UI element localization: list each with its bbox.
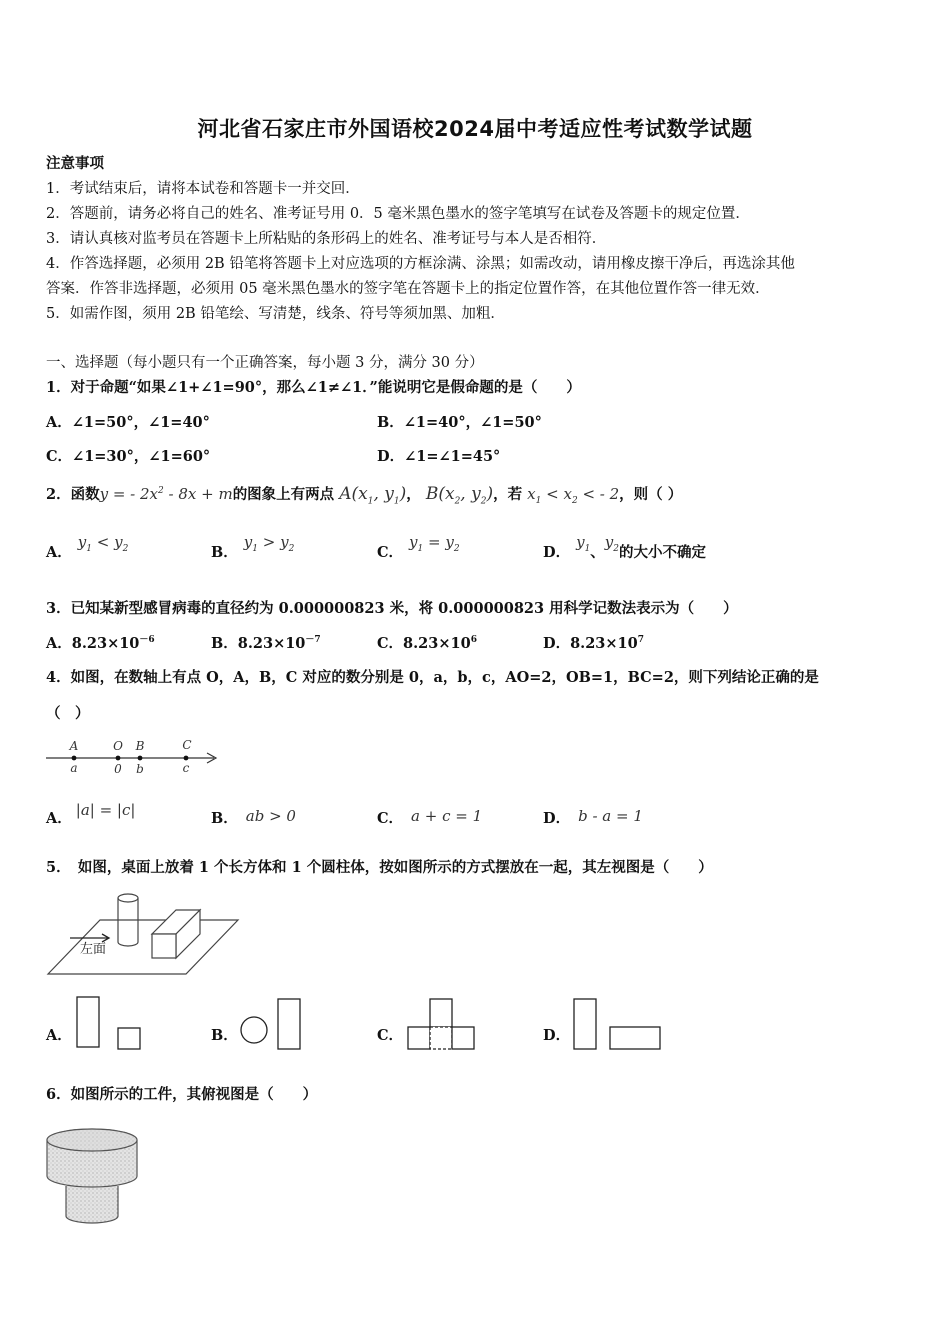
label-upper-b: B <box>135 739 145 753</box>
q5-option-c-figure <box>406 998 478 1052</box>
notice-item-1: 1．考试结束后，请将本试卷和答题卡一并交回． <box>46 181 360 197</box>
q1-option-c: C．∠1=30°，∠1=60° <box>46 448 211 465</box>
desk-figure <box>44 890 240 978</box>
label-lower-b: b <box>136 762 144 776</box>
q2-point-a: $A(x_1$, $y_1$) <box>339 484 407 507</box>
notice-heading: 注意事项 <box>46 155 104 172</box>
label-lower-0: 0 <box>114 762 122 776</box>
q5-option-d-figure <box>572 998 664 1052</box>
q4-option-c: C． a + c = 1 <box>377 807 483 827</box>
q4-paren: （ ） <box>46 705 90 722</box>
q3-option-d: D．$8.23\times 10^7$ <box>543 635 644 652</box>
point-o-dot <box>116 756 121 761</box>
notice-item-4: 4．作答选择题，必须用 2B 铅笔将答题卡上对应选项的方框涂满、涂黑；如需改动，请用橡皮擦干净后，再选涂其他 <box>46 256 795 272</box>
label-upper-o: O <box>113 739 123 753</box>
label-lower-a: a <box>70 761 78 775</box>
point-b-dot <box>138 756 143 761</box>
q2-option-d: D．$y_1$、$y_2$的大小不确定 <box>543 533 707 561</box>
label-upper-c: C <box>182 738 192 752</box>
q2-option-a: A．$y_1 < y_2$ <box>46 533 129 561</box>
q6-stem: 6．如图所示的工件，其俯视图是（ ） <box>46 1086 318 1103</box>
q4-option-d: D． b - a = 1 <box>543 807 643 827</box>
q5-option-b-label: B． <box>211 1027 238 1044</box>
q5-option-d-label: D． <box>543 1027 571 1044</box>
point-a-dot <box>72 756 77 761</box>
notice-item-2: 2．答题前，请务必将自己的姓名、准考证号用 0．5 毫米黑色墨水的签字笔填写在试卷及答题卡的规定位置． <box>46 206 750 222</box>
q2-option-c: C．$y_1 = y_2$ <box>377 533 460 561</box>
q4-option-b: B． ab > 0 <box>211 807 296 827</box>
notice-item-5: 5．如需作图，须用 2B 铅笔绘、写清楚，线条、符号等须加黑、加粗． <box>46 306 505 322</box>
q2-option-b: B．$y_1 > y_2$ <box>211 533 295 561</box>
q3-stem: 3．已知某新型感冒病毒的直径约为 0.000000823 米，将 0.000000823 用科学记数法表示为（ ） <box>46 600 738 617</box>
q5-option-b-figure <box>240 998 304 1052</box>
q1-option-a: A．∠1=50°，∠1=40° <box>46 414 210 431</box>
q5-stem: 5． 如图，桌面上放着 1 个长方体和 1 个圆柱体，按如图所示的方式摆放在一起，其左视图是（ ） <box>46 859 713 876</box>
q5-option-a-label: A． <box>46 1027 72 1044</box>
q1-stem: 1．对于命题“如果∠1+∠1=90°，那么∠1≠∠1．”能说明它是假命题的是（ ） <box>46 379 581 396</box>
q5-option-a-figure <box>76 996 144 1052</box>
number-line-figure <box>44 736 224 778</box>
label-upper-a: A <box>69 739 79 753</box>
q3-option-a: A．$8.23\times 10^{-6}$ <box>46 635 155 652</box>
table-top <box>48 920 238 974</box>
cylinder-top <box>118 894 138 902</box>
label-lower-c: c <box>182 761 190 775</box>
notice-item-4-cont: 答案．作答非选择题，必须用 05 毫米黑色墨水的签字笔在答题卡上的指定位置作答，在其他位置作答一律无效． <box>46 281 770 297</box>
cuboid-front <box>152 934 176 958</box>
workpiece-figure <box>44 1124 140 1226</box>
notice-item-3: 3．请认真核对监考员在答题卡上所粘贴的条形码上的姓名、准考证号与本人是否相符． <box>46 231 607 247</box>
point-c-dot <box>184 756 189 761</box>
q5-option-c-label: C． <box>377 1027 404 1044</box>
left-side-label: 左面 <box>80 942 107 957</box>
q2-function: y = - $2x^2 - 8x + m$ <box>99 485 233 503</box>
q4-option-a: A． |a| = |c| <box>46 801 136 827</box>
q2-point-b: $B(x_2$, $y_2$) <box>425 484 494 507</box>
q3-option-c: C．$8.23\times 10^6$ <box>377 635 477 652</box>
lower-cylinder <box>66 1186 118 1223</box>
q4-stem: 4．如图，在数轴上有点 O，A，B，C 对应的数分别是 0，a，b，c，AO=2，OB=1，BC=2，则下列结论正确的是 <box>46 669 819 686</box>
q1-option-d: D．∠1=∠1=45° <box>377 448 501 465</box>
section-heading: 一、选择题（每小题只有一个正确答案，每小题 3 分，满分 30 分） <box>46 355 484 371</box>
q3-option-b: B．$8.23\times 10^{-7}$ <box>211 635 321 652</box>
q2-stem: 2．函数y = - $2x^2 - 8x + m$的图象上有两点 $A(x_1$, $y_1$)， $B(x_2$, $y_2$)，若 $x_1 < x_2$ < - 2，则（ ） <box>46 484 683 507</box>
page-title: 河北省石家庄市外国语校2024届中考适应性考试数学试题 <box>197 117 753 141</box>
q1-option-b: B．∠1=40°，∠1=50° <box>377 414 542 431</box>
q2-condition: $x_1 < x_2$ < - 2 <box>527 485 620 506</box>
